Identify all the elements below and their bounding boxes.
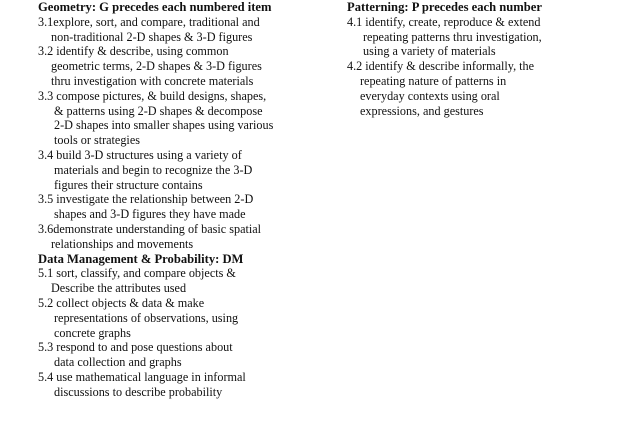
item-line: 3.3 compose pictures, & build designs, shapes, bbox=[38, 88, 267, 103]
item-line: 3.6demonstrate understanding of basic spatial bbox=[38, 221, 262, 236]
right-column bbox=[347, 0, 632, 118]
item-line: using a variety of materials bbox=[363, 44, 496, 59]
item-line: 5.1 sort, classify, and compare objects & bbox=[38, 266, 236, 281]
geometry-heading: Geometry: G precedes each numbered item bbox=[38, 0, 272, 14]
patterning-item-4-1 bbox=[347, 15, 632, 59]
geometry-item-3-2 bbox=[38, 44, 328, 88]
item-line: 4.1 identify, create, reproduce & extend bbox=[347, 14, 541, 29]
item-line: Describe the attributes used bbox=[51, 281, 187, 296]
item-line: tools or strategies bbox=[54, 133, 140, 148]
geometry-item-3-4 bbox=[38, 148, 328, 192]
item-line: everyday contexts using oral bbox=[360, 88, 500, 103]
item-line: & patterns using 2-D shapes & decompose bbox=[54, 103, 263, 118]
dm-item-5-3 bbox=[38, 340, 328, 370]
data-management-heading: Data Management & Probability: DM bbox=[38, 251, 244, 266]
item-line: 5.4 use mathematical language in informal bbox=[38, 369, 246, 384]
item-line: figures their structure contains bbox=[54, 177, 203, 192]
geometry-item-3-3 bbox=[38, 89, 328, 148]
item-line: 3.4 build 3-D structures using a variety of bbox=[38, 147, 242, 162]
geometry-item-3-6 bbox=[38, 222, 328, 252]
item-line: 5.2 collect objects & data & make bbox=[38, 295, 205, 310]
geometry-item-3-1 bbox=[38, 15, 328, 45]
item-line: data collection and graphs bbox=[54, 355, 182, 370]
item-line: shapes and 3-D figures they have made bbox=[54, 207, 246, 222]
item-line: 5.3 respond to and pose questions about bbox=[38, 340, 233, 355]
patterning-item-4-2 bbox=[347, 59, 632, 118]
item-line: 3.5 investigate the relationship between 2-D bbox=[38, 192, 254, 207]
item-line: 3.1explore, sort, and compare, traditional and bbox=[38, 14, 260, 29]
item-line: concrete graphs bbox=[54, 325, 131, 340]
item-line: materials and begin to recognize the 3-D bbox=[54, 162, 253, 177]
left-column bbox=[38, 0, 328, 400]
geometry-item-3-5 bbox=[38, 192, 328, 222]
item-line: representations of observations, using bbox=[54, 310, 239, 325]
item-line: 3.2 identify & describe, using common bbox=[38, 44, 229, 59]
item-line: discussions to describe probability bbox=[54, 384, 223, 399]
item-line: relationships and movements bbox=[51, 236, 194, 251]
item-line: repeating patterns thru investigation, bbox=[363, 29, 542, 44]
patterning-heading: Patterning: P precedes each number bbox=[347, 0, 542, 14]
dm-item-5-2 bbox=[38, 296, 328, 340]
item-line: 4.2 identify & describe informally, the bbox=[347, 59, 535, 74]
item-line: repeating nature of patterns in bbox=[360, 73, 507, 88]
item-line: geometric terms, 2-D shapes & 3-D figures bbox=[51, 59, 262, 74]
dm-item-5-1 bbox=[38, 266, 328, 296]
item-line: non-traditional 2-D shapes & 3-D figures bbox=[51, 29, 253, 44]
item-line: thru investigation with concrete materials bbox=[51, 73, 254, 88]
item-line: 2-D shapes into smaller shapes using various bbox=[54, 118, 274, 133]
item-line: expressions, and gestures bbox=[360, 103, 484, 118]
dm-item-5-4 bbox=[38, 370, 328, 400]
